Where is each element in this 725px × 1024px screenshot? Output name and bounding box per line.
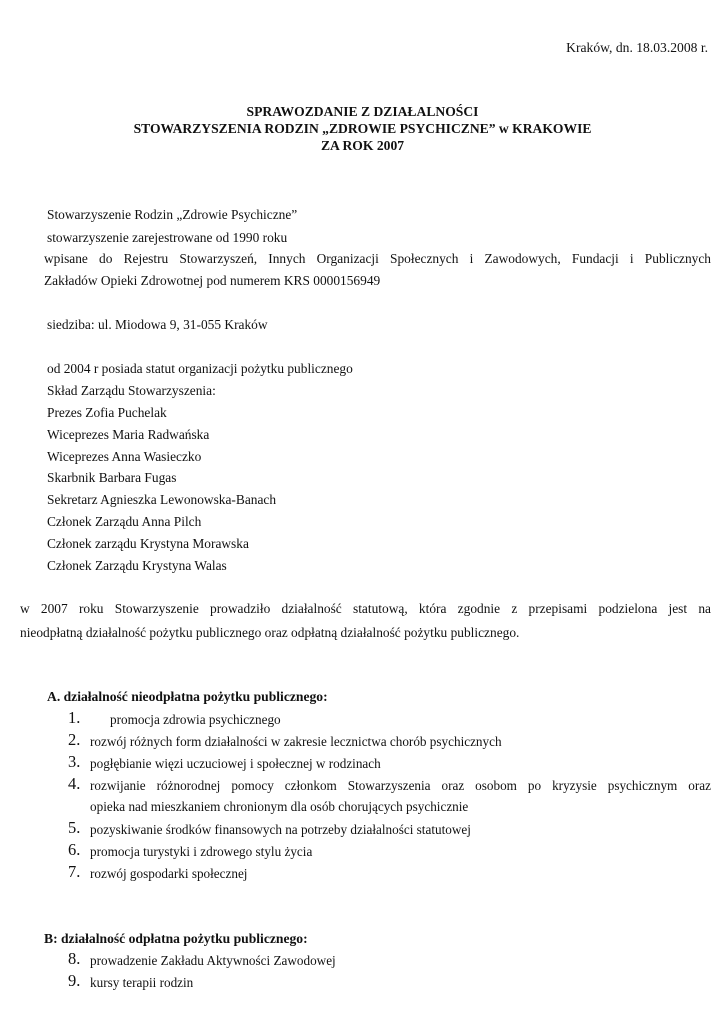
opp-status: od 2004 r posiada statut organizacji pożytku publicznego [47,361,353,376]
board-heading: Skład Zarządu Stowarzyszenia: [47,383,216,398]
section-a-heading: A. działalność nieodpłatna pożytku publicznego: [47,689,328,704]
board-member: Wiceprezes Anna Wasieczko [47,449,202,464]
document-title-line-2: STOWARZYSZENIA RODZIN „ZDROWIE PSYCHICZNE” w KRAKOWIE [133,121,592,136]
intro-line-2: stowarzyszenie zarejestrowane od 1990 roku [47,230,288,245]
list-item-number: 8. [68,949,81,968]
document-title-line-1: SPRAWOZDANIE Z DZIAŁALNOŚCI [246,104,479,119]
list-item: rozwijanie różnorodnej pomocy członkom Stowarzyszenia oraz osobom po kryzysie psychicznym oraz [90,778,711,793]
intro-line-1: Stowarzyszenie Rodzin „Zdrowie Psychiczne” [47,207,298,222]
board-member: Wiceprezes Maria Radwańska [47,427,210,442]
list-item-number: 5. [68,818,81,837]
list-item-number: 4. [68,774,81,793]
activity-paragraph-line-1: w 2007 roku Stowarzyszenie prowadziło działalność statutową, która zgodnie z przepisami podzielona jest na [20,601,711,616]
list-item-number: 7. [68,862,81,881]
list-item-number: 1. [68,708,81,727]
list-item-continuation: opieka nad mieszkaniem chronionym dla osób chorujących psychicznie [90,799,469,814]
intro-line-4: Zakładów Opieki Zdrowotnej pod numerem KRS 0000156949 [44,273,381,288]
board-member: Sekretarz Agnieszka Lewonowska-Banach [47,492,277,507]
activity-paragraph-line-2: nieodpłatną działalność pożytku publicznego oraz odpłatną działalność pożytku publicznego. [20,625,520,640]
document-title-line-3: ZA ROK 2007 [320,138,405,153]
list-item: rozwój różnych form działalności w zakresie lecznictwa chorób psychicznych [90,734,502,749]
list-item: kursy terapii rodzin [90,975,194,990]
list-item-number: 3. [68,752,81,771]
list-item-number: 9. [68,971,81,990]
list-item: promocja zdrowia psychicznego [110,712,281,727]
list-item: rozwój gospodarki społecznej [90,866,248,881]
intro-line-3: wpisane do Rejestru Stowarzyszeń, Innych Organizacji Społecznych i Zawodowych, Fundacji i Publicznych [44,251,711,266]
list-item: prowadzenie Zakładu Aktywności Zawodowej [90,953,336,968]
document-date: Kraków, dn. 18.03.2008 r. [566,40,708,55]
list-item: pozyskiwanie środków finansowych na potrzeby działalności statutowej [90,822,471,837]
list-item: promocja turystyki i zdrowego stylu życia [90,844,313,859]
seat-address: siedziba: ul. Miodowa 9, 31-055 Kraków [47,317,268,332]
board-member: Członek zarządu Krystyna Morawska [47,536,249,551]
section-b-heading: B: działalność odpłatna pożytku publicznego: [44,931,308,946]
board-member: Członek Zarządu Krystyna Walas [47,558,227,573]
board-member: Skarbnik Barbara Fugas [47,470,177,485]
board-member: Członek Zarządu Anna Pilch [47,514,202,529]
list-item: pogłębianie więzi uczuciowej i społecznej w rodzinach [90,756,381,771]
list-item-number: 6. [68,840,81,859]
board-member: Prezes Zofia Puchelak [47,405,167,420]
list-item-number: 2. [68,730,81,749]
